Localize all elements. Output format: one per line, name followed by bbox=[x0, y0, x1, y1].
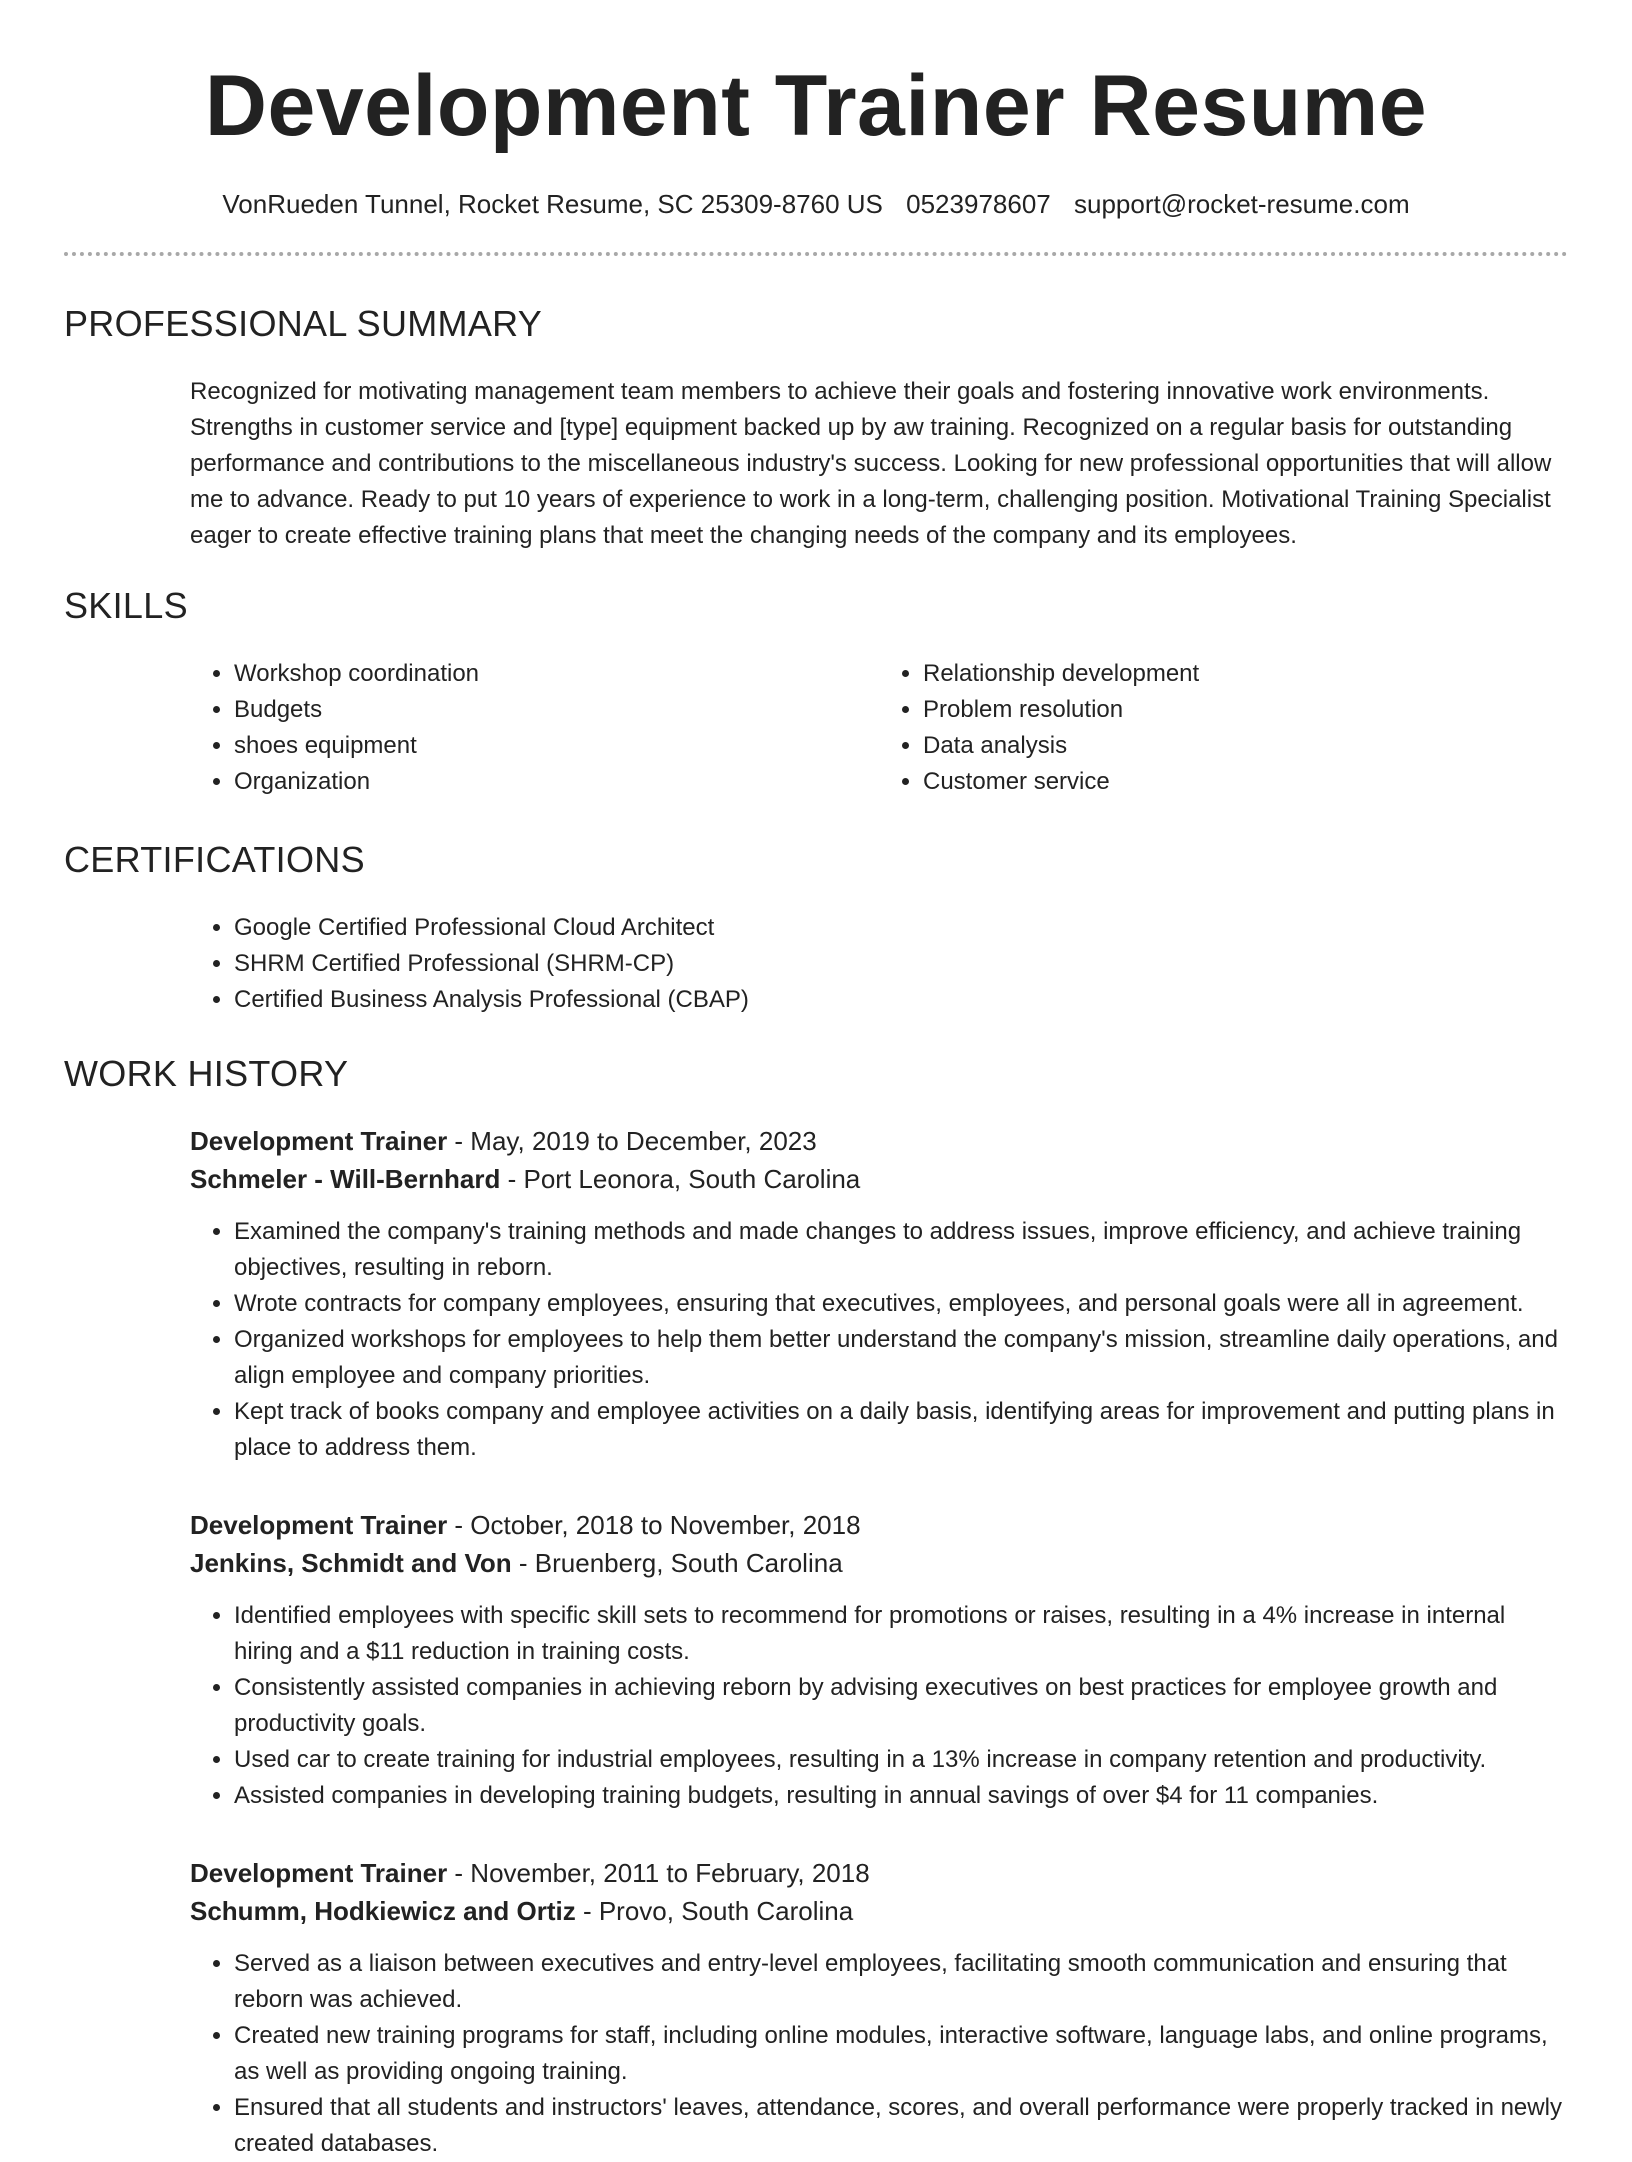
job-title: Development Trainer bbox=[190, 1858, 448, 1888]
job-bullet: • Consistently assisted companies in achieving reborn by advising executives on best practices for employee growth and productivity goals. bbox=[234, 1670, 1568, 1742]
job-bullet: • Examined the company's training methods and made changes to address issues, improve efficiency, and achieve training objectives, resulting in reborn. bbox=[234, 1214, 1568, 1286]
job-bullet: • Assisted companies in developing training budgets, resulting in annual savings of over $4 for 11 companies. bbox=[234, 1778, 1568, 1814]
certifications-list bbox=[190, 910, 1568, 1018]
job-dates: - November, 2011 to February, 2018 bbox=[447, 1858, 870, 1888]
skills-column-right bbox=[879, 656, 1568, 800]
contact-line bbox=[64, 188, 1568, 220]
resume-title: Development Trainer Resume bbox=[204, 58, 1428, 154]
job-bullet: • Identified employees with specific skill sets to recommend for promotions or raises, resulting in a 4% increase in internal hiring and a $11 reduction in training costs. bbox=[234, 1598, 1568, 1670]
job-title-line bbox=[190, 1506, 1568, 1544]
job-bullet: • Served as a liaison between executives and entry-level employees, facilitating smooth communication and ensuring that reborn was achieved. bbox=[234, 1946, 1568, 2018]
skills-heading: SKILLS bbox=[64, 585, 188, 626]
job-bullets bbox=[190, 1598, 1568, 1814]
job-entry bbox=[190, 1854, 1568, 2162]
job-title-line bbox=[190, 1122, 1568, 1160]
job-bullets bbox=[190, 1214, 1568, 1466]
certification-item: • Certified Business Analysis Professional (CBAP) bbox=[234, 982, 1568, 1018]
skills-list bbox=[190, 656, 1568, 800]
job-dates: - May, 2019 to December, 2023 bbox=[447, 1126, 817, 1156]
job-company-line bbox=[190, 1160, 1568, 1198]
job-entry bbox=[190, 1122, 1568, 1466]
skill-item: • Workshop coordination bbox=[234, 656, 879, 692]
certification-item: • SHRM Certified Professional (SHRM-CP) bbox=[234, 946, 1568, 982]
work-history-heading: WORK HISTORY bbox=[64, 1053, 349, 1094]
job-bullet: • Ensured that all students and instructors' leaves, attendance, scores, and overall performance were properly tracked in newly created databases. bbox=[234, 2090, 1568, 2162]
job-location: - Port Leonora, South Carolina bbox=[500, 1164, 861, 1194]
job-location: - Bruenberg, South Carolina bbox=[511, 1548, 843, 1578]
job-bullets bbox=[190, 1946, 1568, 2162]
job-title-line bbox=[190, 1854, 1568, 1892]
job-title: Development Trainer bbox=[190, 1126, 448, 1156]
skill-item: • Data analysis bbox=[923, 728, 1568, 764]
skills-column-left bbox=[190, 656, 879, 800]
skill-item: • Problem resolution bbox=[923, 692, 1568, 728]
skill-item: • Relationship development bbox=[923, 656, 1568, 692]
skill-item: • Budgets bbox=[234, 692, 879, 728]
job-bullet: • Created new training programs for staff, including online modules, interactive software, language labs, and online programs, as well as providing ongoing training. bbox=[234, 2018, 1568, 2090]
job-bullet: • Wrote contracts for company employees, ensuring that executives, employees, and personal goals were all in agreement. bbox=[234, 1286, 1568, 1322]
skill-item: • Organization bbox=[234, 764, 879, 800]
job-bullet: • Used car to create training for industrial employees, resulting in a 13% increase in company retention and productivity. bbox=[234, 1742, 1568, 1778]
job-location: - Provo, South Carolina bbox=[575, 1896, 854, 1926]
summary-heading: PROFESSIONAL SUMMARY bbox=[64, 303, 543, 344]
job-entry bbox=[190, 1506, 1568, 1814]
contact-email: support@rocket-resume.com bbox=[1073, 189, 1410, 219]
contact-phone: 0523978607 bbox=[906, 189, 1051, 219]
job-company: Jenkins, Schmidt and Von bbox=[190, 1548, 512, 1578]
dotted-divider bbox=[64, 252, 1568, 256]
job-company-line bbox=[190, 1892, 1568, 1930]
job-company-line bbox=[190, 1544, 1568, 1582]
job-title: Development Trainer bbox=[190, 1510, 448, 1540]
job-bullet: • Kept track of books company and employee activities on a daily basis, identifying areas for improvement and putting plans in place to address them. bbox=[234, 1394, 1568, 1466]
job-company: Schmeler - Will-Bernhard bbox=[190, 1164, 501, 1194]
job-dates: - October, 2018 to November, 2018 bbox=[447, 1510, 861, 1540]
job-company: Schumm, Hodkiewicz and Ortiz bbox=[190, 1896, 576, 1926]
skill-item: • shoes equipment bbox=[234, 728, 879, 764]
certifications-heading: CERTIFICATIONS bbox=[64, 839, 365, 880]
summary-text: Recognized for motivating management team members to achieve their goals and fostering innovative work environments. Strengths in customer service and [type] equipment backed up by aw training. Recognized on a regular basis for outstanding performance and contributions to the miscellaneous industry's success. Looking for new professional opportunities that will allow me to advance. Ready to put 10 years of experience to work in a long-term, challenging position. Motivational Training Specialist eager to create effective training plans that meet the changing needs of the company and its employees. bbox=[190, 378, 1552, 549]
certification-item: • Google Certified Professional Cloud Architect bbox=[234, 910, 1568, 946]
job-bullet: • Organized workshops for employees to help them better understand the company's mission, streamline daily operations, and align employee and company priorities. bbox=[234, 1322, 1568, 1394]
contact-address: VonRueden Tunnel, Rocket Resume, SC 25309-8760 US bbox=[222, 189, 883, 219]
skill-item: • Customer service bbox=[923, 764, 1568, 800]
